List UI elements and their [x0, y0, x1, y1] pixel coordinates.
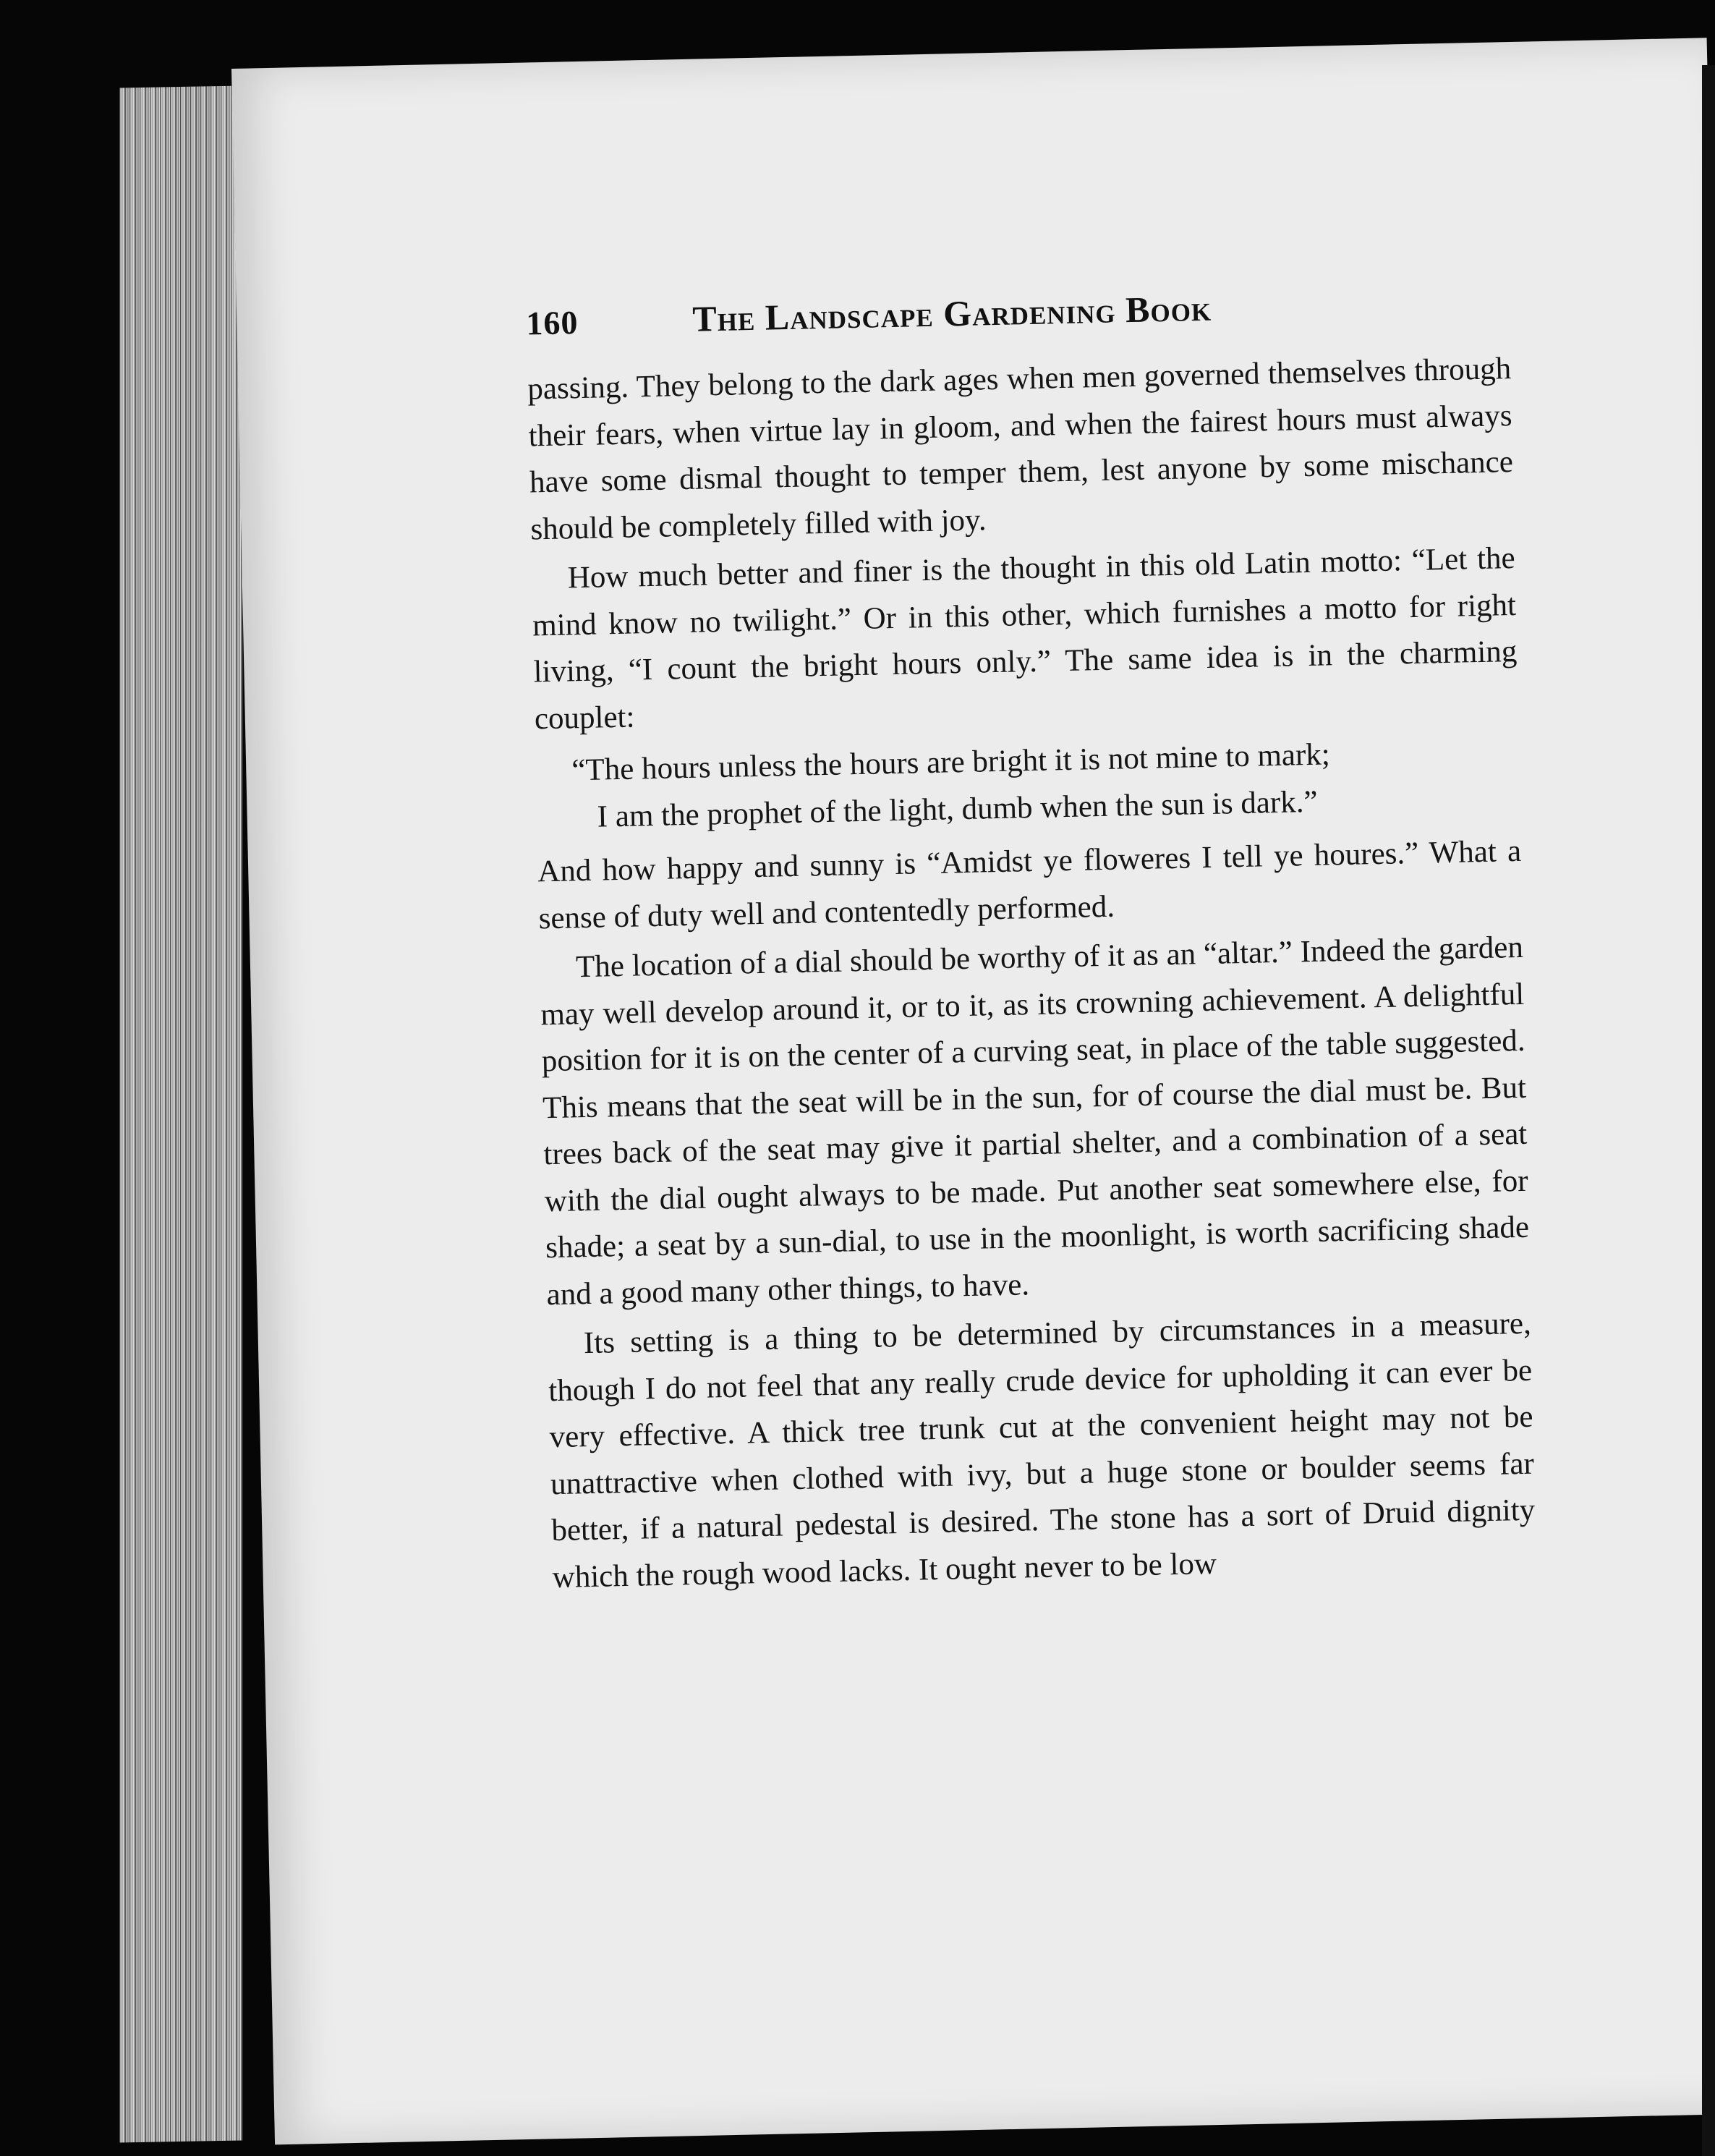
scan-right-edge — [1702, 65, 1715, 2156]
paragraph-3: And how happy and sunny is “Amidst ye floweres I tell ye houres.” What a sense of duty well and contentedly performed. — [537, 833, 1522, 935]
paragraph-5: Its setting is a thing to be determined by circumstances in a measure, though I do not feel that any really crude device for upholding it can ever be very effective. A thick tree trunk cut at the convenient height may not be unattractive when clothed with ivy, but a huge stone or boulder seems far better, if a natural pedestal is desired. The stone has a sort of Druid dignity which the rough wood lacks. It ought never to be low — [548, 1306, 1536, 1595]
paragraph-1: passing. They belong to the dark ages when men governed themselves through their fears, when virtue lay in gloom, and when the fairest hours must always have some dismal thought to temper them, lest anyone by some mischance should be completely filled with joy. — [527, 352, 1514, 546]
paragraph-2: How much better and finer is the thought in this old Latin motto: “Let the mind know no twilight.” Or in this other, which furnishes a motto for right living, “I count the bright hours only.” The same idea is in the charming couplet: — [532, 540, 1518, 736]
body-text — [527, 346, 1537, 1604]
page-header — [526, 280, 1539, 343]
verse-couplet — [535, 728, 1520, 841]
verse-line-1: “The hours unless the hours are bright it is not mine to mark; — [571, 737, 1331, 788]
paragraph-4: The location of a dial should be worthy of it as an “altar.” Indeed the garden may well develop around it, or to it, as its crowning achievement. A delightful position for it is on the center of a curving seat, in place of the table suggested. This means that the seat will be in the sun, for of course the dial must be. But trees back of the seat may give it partial shelter, and a combination of a seat with the dial ought always to be made. Put another seat somewhere else, for shade; a seat by a sun-dial, to use in the moonlight, is worth sacrificing shade and a good many other things, to have. — [540, 930, 1530, 1312]
page-number: 160 — [525, 304, 579, 342]
book-page — [231, 38, 1715, 2144]
book-page-edges — [119, 86, 242, 2143]
running-title: The Landscape Gardening Book — [691, 287, 1212, 339]
verse-line-2: I am the prophet of the light, dumb when the sun is dark.” — [597, 784, 1318, 834]
